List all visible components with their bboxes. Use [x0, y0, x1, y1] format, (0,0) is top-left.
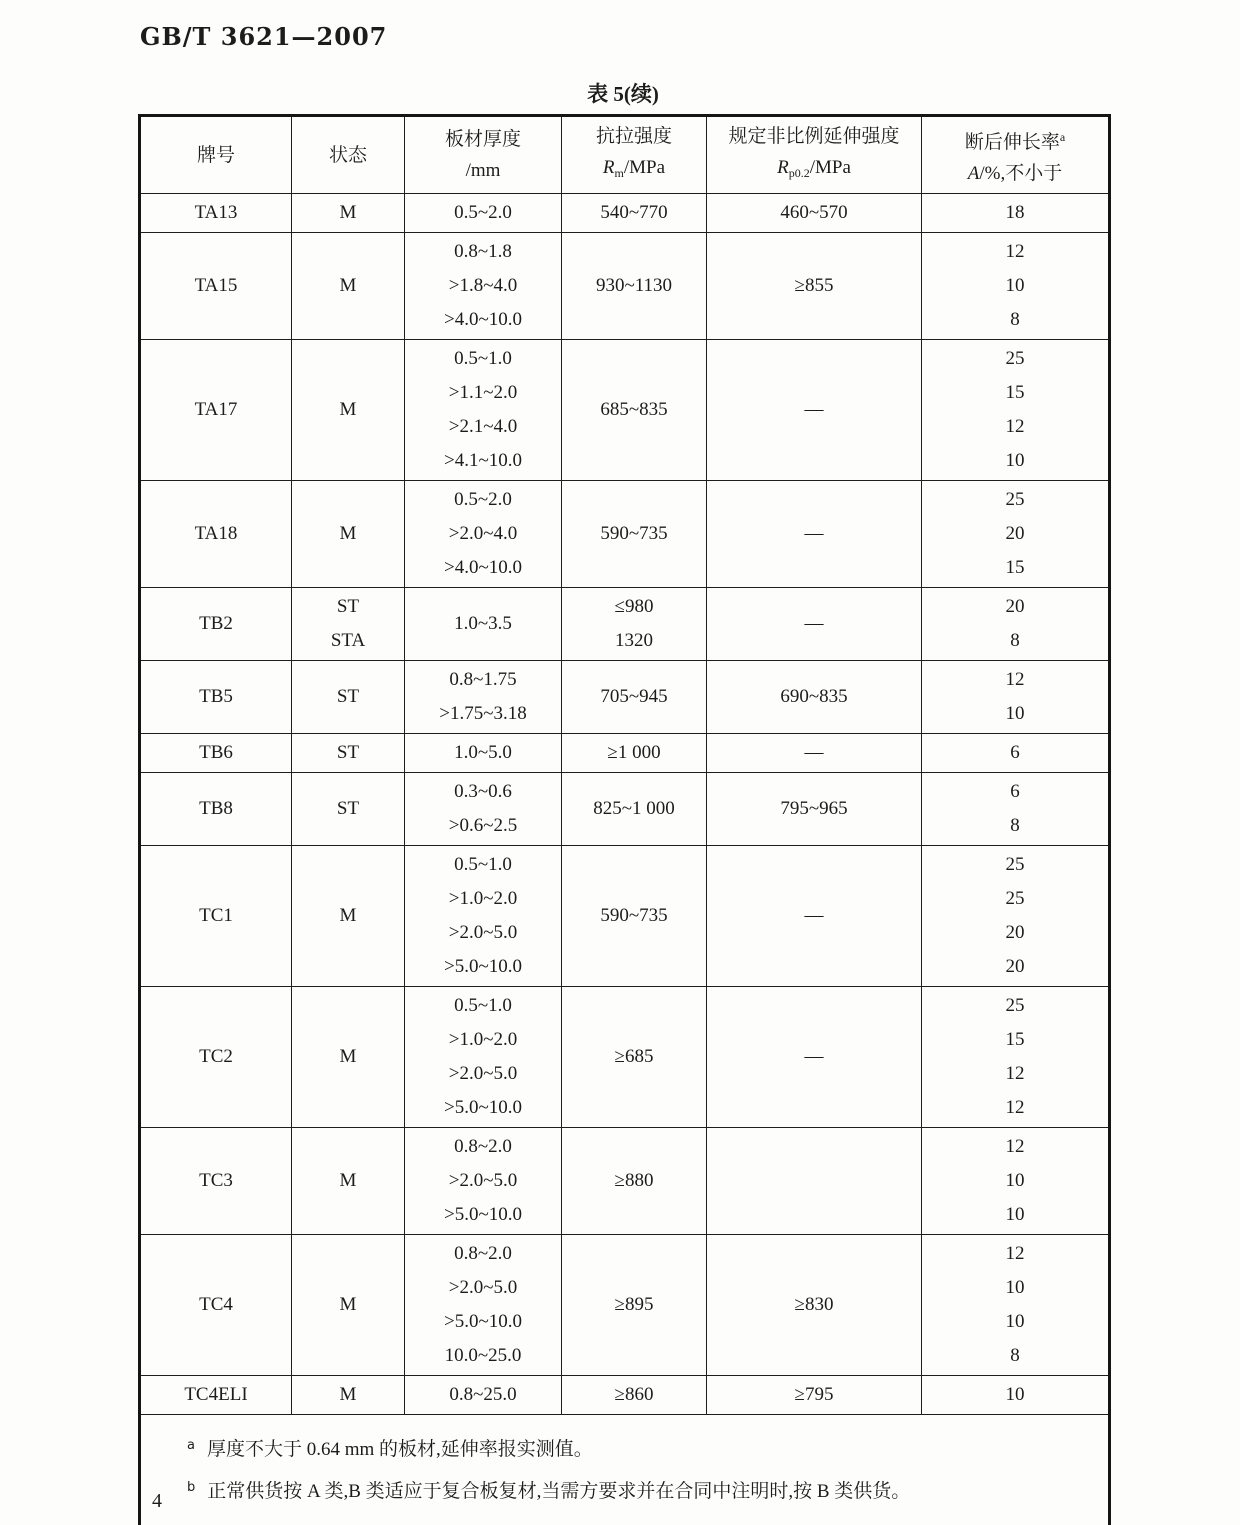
- cell-line: >4.1~10.0: [444, 450, 522, 471]
- cell-line: 20: [1005, 922, 1025, 943]
- proof-strength-cell: [707, 846, 922, 987]
- cell-line: 10: [1005, 275, 1025, 296]
- tensile-strength-cell: [562, 340, 707, 481]
- cell-line: >2.0~4.0: [448, 523, 518, 544]
- tensile-strength-cell: [562, 588, 707, 661]
- cell-line: TA13: [194, 202, 238, 223]
- table-row: [140, 233, 1110, 340]
- cell-line: ≥795: [794, 1384, 834, 1405]
- tensile-strength-cell: [562, 773, 707, 846]
- elongation-cell: [922, 734, 1110, 773]
- proof-strength-cell: [707, 1235, 922, 1376]
- cell-line: 12: [1005, 1243, 1025, 1264]
- proof-strength-cell: [707, 661, 922, 734]
- grade-cell: [140, 588, 292, 661]
- elongation-cell: [922, 987, 1110, 1128]
- table-row: [140, 481, 1110, 588]
- cell-line: >4.0~10.0: [444, 557, 522, 578]
- cell-line: 12: [1005, 241, 1025, 262]
- state-cell: [292, 987, 405, 1128]
- footnotes-row: [140, 1415, 1110, 1525]
- symbol-A: A: [967, 162, 980, 184]
- cell-line: 930~1130: [595, 275, 673, 296]
- cell-line: 20: [1005, 956, 1025, 977]
- cell-line: 0.5~1.0: [454, 995, 512, 1016]
- cell-line: 0.5~1.0: [454, 348, 512, 369]
- cell-line: 705~945: [600, 686, 668, 707]
- cell-line: —: [804, 613, 824, 634]
- grade-cell: [140, 340, 292, 481]
- cell-line: 8: [1010, 630, 1020, 651]
- tensile-strength-cell: [562, 1235, 707, 1376]
- state-cell: [292, 233, 405, 340]
- tensile-strength-cell: [562, 481, 707, 588]
- cell-line: 825~1 000: [593, 798, 675, 819]
- proof-strength-cell: [707, 1376, 922, 1415]
- elongation-cell: [922, 1376, 1110, 1415]
- cell-line: —: [804, 399, 824, 420]
- cell-line: —: [804, 905, 824, 926]
- cell-line: >5.0~10.0: [444, 1311, 522, 1332]
- col-header-proof-strength: 规定非比例延伸强度 $R_{p0.2}$/MPa: [707, 116, 922, 194]
- cell-line: ≥880: [614, 1170, 654, 1191]
- cell-line: 795~965: [780, 798, 848, 819]
- thickness-cell: [405, 1128, 562, 1235]
- cell-line: 10: [1005, 1170, 1025, 1191]
- cell-line: 15: [1005, 382, 1025, 403]
- cell-line: 10: [1005, 1277, 1025, 1298]
- state-cell: [292, 194, 405, 233]
- cell-line: M: [339, 399, 357, 420]
- cell-line: —: [804, 523, 824, 544]
- proof-strength-cell: [707, 340, 922, 481]
- cell-line: ST: [336, 798, 360, 819]
- cell-line: TB5: [199, 686, 233, 707]
- proof-strength-cell: [707, 194, 922, 233]
- col-header-elongation: 断后伸长率$^a$ A/%,不小于: [922, 116, 1110, 194]
- cell-line: 20: [1005, 596, 1025, 617]
- proof-strength-cell: [707, 734, 922, 773]
- grade-cell: [140, 987, 292, 1128]
- footnotes: [140, 1415, 1110, 1525]
- elongation-cell: [922, 340, 1110, 481]
- thickness-cell: [405, 194, 562, 233]
- thickness-cell: [405, 661, 562, 734]
- cell-line: ≥685: [614, 1046, 654, 1067]
- tensile-strength-cell: [562, 194, 707, 233]
- cell-line: 0.5~2.0: [454, 202, 512, 223]
- proof-strength-cell: [707, 987, 922, 1128]
- thickness-cell: [405, 734, 562, 773]
- cell-line: TC4: [199, 1294, 233, 1315]
- col-header-state: 状态: [292, 116, 405, 194]
- cell-line: >1.75~3.18: [439, 703, 527, 724]
- cell-line: 10: [1005, 450, 1025, 471]
- cell-line: >1.0~2.0: [448, 888, 518, 909]
- state-cell: [292, 661, 405, 734]
- cell-line: 12: [1005, 1136, 1025, 1157]
- cell-line: 12: [1005, 416, 1025, 437]
- cell-line: 0.8~2.0: [454, 1243, 512, 1264]
- grade-cell: [140, 773, 292, 846]
- spec-table: [138, 114, 1111, 1525]
- cell-line: ≤980: [614, 596, 654, 617]
- cell-line: ≥860: [614, 1384, 654, 1405]
- table-row: [140, 987, 1110, 1128]
- cell-line: >2.0~5.0: [448, 1277, 518, 1298]
- state-cell: [292, 481, 405, 588]
- cell-line: 10: [1005, 1384, 1025, 1405]
- cell-line: TC2: [199, 1046, 233, 1067]
- table-row: [140, 194, 1110, 233]
- state-cell: [292, 1235, 405, 1376]
- cell-line: 0.3~0.6: [454, 781, 512, 802]
- table-body: [140, 194, 1110, 1415]
- cell-line: M: [339, 905, 357, 926]
- thickness-cell: [405, 1376, 562, 1415]
- elongation-cell: [922, 588, 1110, 661]
- cell-line: 10: [1005, 1311, 1025, 1332]
- grade-cell: [140, 734, 292, 773]
- cell-line: 0.8~2.0: [454, 1136, 512, 1157]
- cell-line: >2.1~4.0: [448, 416, 518, 437]
- cell-line: 12: [1005, 669, 1025, 690]
- cell-line: ≥830: [794, 1294, 834, 1315]
- cell-line: >1.1~2.0: [448, 382, 518, 403]
- doc-number: GB/T 3621—2007: [140, 22, 388, 51]
- grade-cell: [140, 846, 292, 987]
- cell-line: >2.0~5.0: [448, 1063, 518, 1084]
- cell-line: TA15: [194, 275, 238, 296]
- cell-line: 25: [1005, 489, 1025, 510]
- cell-line: 1.0~5.0: [454, 742, 512, 763]
- symbol-Rp02: R: [777, 157, 789, 178]
- cell-line: 460~570: [780, 202, 848, 223]
- thickness-cell: [405, 340, 562, 481]
- cell-line: TB2: [199, 613, 233, 634]
- cell-line: 1.0~3.5: [454, 613, 512, 634]
- table-row: [140, 734, 1110, 773]
- tensile-strength-cell: [562, 1128, 707, 1235]
- cell-line: 18: [1005, 202, 1025, 223]
- cell-line: M: [339, 1170, 357, 1191]
- cell-line: ST: [336, 742, 360, 763]
- page-number: 4: [152, 1490, 162, 1512]
- elongation-cell: [922, 194, 1110, 233]
- cell-line: >0.6~2.5: [448, 815, 518, 836]
- tensile-strength-cell: [562, 734, 707, 773]
- cell-line: ST: [336, 686, 360, 707]
- cell-line: >5.0~10.0: [444, 1097, 522, 1118]
- table-row: [140, 1376, 1110, 1415]
- cell-line: 25: [1005, 888, 1025, 909]
- state-cell: [292, 340, 405, 481]
- cell-line: >5.0~10.0: [444, 1204, 522, 1225]
- table-row: [140, 661, 1110, 734]
- cell-line: 6: [1010, 781, 1020, 802]
- cell-line: 0.8~25.0: [449, 1384, 517, 1405]
- footnote: [187, 1469, 1094, 1511]
- table-row: [140, 846, 1110, 987]
- cell-line: 690~835: [780, 686, 848, 707]
- cell-line: 540~770: [600, 202, 668, 223]
- cell-line: TA17: [194, 399, 238, 420]
- cell-line: TC3: [199, 1170, 233, 1191]
- footnote-mark: b: [187, 1480, 196, 1495]
- cell-line: 10.0~25.0: [444, 1345, 522, 1366]
- elongation-cell: [922, 1128, 1110, 1235]
- proof-strength-cell: [707, 233, 922, 340]
- table-row: [140, 340, 1110, 481]
- cell-line: 0.5~2.0: [454, 489, 512, 510]
- header-row: [140, 116, 1110, 194]
- col-header-tensile-strength: 抗拉强度 $R_m$/MPa: [562, 116, 707, 194]
- cell-line: ≥895: [614, 1294, 654, 1315]
- cell-line: M: [339, 1046, 357, 1067]
- cell-line: 25: [1005, 854, 1025, 875]
- cell-line: 590~735: [600, 905, 668, 926]
- proof-strength-cell: [707, 588, 922, 661]
- cell-line: —: [804, 742, 824, 763]
- cell-line: 25: [1005, 995, 1025, 1016]
- table-title: 表 5(续): [587, 82, 659, 106]
- cell-line: 12: [1005, 1063, 1025, 1084]
- tensile-strength-cell: [562, 1376, 707, 1415]
- table-row: [140, 773, 1110, 846]
- cell-line: 6: [1010, 742, 1020, 763]
- cell-line: >2.0~5.0: [448, 922, 518, 943]
- elongation-cell: [922, 846, 1110, 987]
- cell-line: 0.8~1.75: [449, 669, 517, 690]
- cell-line: M: [339, 1384, 357, 1405]
- tensile-strength-cell: [562, 661, 707, 734]
- thickness-cell: [405, 1235, 562, 1376]
- proof-strength-cell: [707, 773, 922, 846]
- grade-cell: [140, 233, 292, 340]
- thickness-cell: [405, 846, 562, 987]
- table-row: [140, 1235, 1110, 1376]
- thickness-cell: [405, 588, 562, 661]
- cell-line: 1320: [615, 630, 653, 651]
- cell-line: >5.0~10.0: [444, 956, 522, 977]
- state-cell: [292, 846, 405, 987]
- cell-line: [707, 1164, 921, 1198]
- grade-cell: [140, 481, 292, 588]
- cell-line: 0.5~1.0: [454, 854, 512, 875]
- thickness-cell: [405, 773, 562, 846]
- state-cell: [292, 773, 405, 846]
- tensile-strength-cell: [562, 846, 707, 987]
- cell-line: 10: [1005, 1204, 1025, 1225]
- cell-line: >4.0~10.0: [444, 309, 522, 330]
- cell-line: 12: [1005, 1097, 1025, 1118]
- tensile-strength-cell: [562, 233, 707, 340]
- cell-line: TC4ELI: [184, 1384, 248, 1405]
- proof-strength-cell: [707, 1128, 922, 1235]
- cell-line: M: [339, 523, 357, 544]
- cell-line: 8: [1010, 815, 1020, 836]
- elongation-cell: [922, 773, 1110, 846]
- thickness-cell: [405, 481, 562, 588]
- table-row: [140, 588, 1110, 661]
- elongation-cell: [922, 233, 1110, 340]
- state-cell: [292, 734, 405, 773]
- cell-line: —: [804, 1046, 824, 1067]
- footnote: [187, 1427, 1094, 1469]
- cell-line: >1.0~2.0: [448, 1029, 518, 1050]
- elongation-cell: [922, 661, 1110, 734]
- cell-line: M: [339, 275, 357, 296]
- state-cell: [292, 1128, 405, 1235]
- cell-line: 20: [1005, 523, 1025, 544]
- state-cell: [292, 1376, 405, 1415]
- thickness-cell: [405, 233, 562, 340]
- cell-line: M: [339, 1294, 357, 1315]
- cell-line: >2.0~5.0: [448, 1170, 518, 1191]
- cell-line: M: [339, 202, 357, 223]
- cell-line: 8: [1010, 309, 1020, 330]
- proof-strength-cell: [707, 481, 922, 588]
- cell-line: 0.8~1.8: [454, 241, 512, 262]
- cell-line: ≥855: [794, 275, 834, 296]
- footnote-mark: a: [187, 1438, 195, 1453]
- cell-line: 10: [1005, 703, 1025, 724]
- grade-cell: [140, 194, 292, 233]
- state-cell: [292, 588, 405, 661]
- col-header-grade: 牌号: [140, 116, 292, 194]
- cell-line: 590~735: [600, 523, 668, 544]
- grade-cell: [140, 1128, 292, 1235]
- thickness-cell: [405, 987, 562, 1128]
- cell-line: 25: [1005, 348, 1025, 369]
- footnote-text: 正常供货按 A 类,B 类适应于复合板复材,当需方要求并在合同中注明时,按 B 类供货。: [207, 1481, 911, 1502]
- footnote-mark-a-ref: a: [1059, 129, 1066, 144]
- cell-line: >1.8~4.0: [448, 275, 518, 296]
- grade-cell: [140, 1376, 292, 1415]
- cell-line: ≥1 000: [607, 742, 661, 763]
- grade-cell: [140, 1235, 292, 1376]
- cell-line: TC1: [199, 905, 233, 926]
- cell-line: TB6: [199, 742, 233, 763]
- cell-line: TA18: [194, 523, 238, 544]
- symbol-Rm: R: [602, 157, 615, 178]
- cell-line: 15: [1005, 557, 1025, 578]
- cell-line: ST: [336, 596, 360, 617]
- cell-line: STA: [330, 630, 366, 651]
- col-header-thickness: 板材厚度 /mm: [405, 116, 562, 194]
- cell-line: 8: [1010, 1345, 1020, 1366]
- cell-line: 15: [1005, 1029, 1025, 1050]
- elongation-cell: [922, 481, 1110, 588]
- tensile-strength-cell: [562, 987, 707, 1128]
- grade-cell: [140, 661, 292, 734]
- cell-line: 685~835: [600, 399, 668, 420]
- elongation-cell: [922, 1235, 1110, 1376]
- footnote-text: 厚度不大于 0.64 mm 的板材,延伸率报实测值。: [206, 1439, 593, 1460]
- table-row: [140, 1128, 1110, 1235]
- cell-line: TB8: [199, 798, 233, 819]
